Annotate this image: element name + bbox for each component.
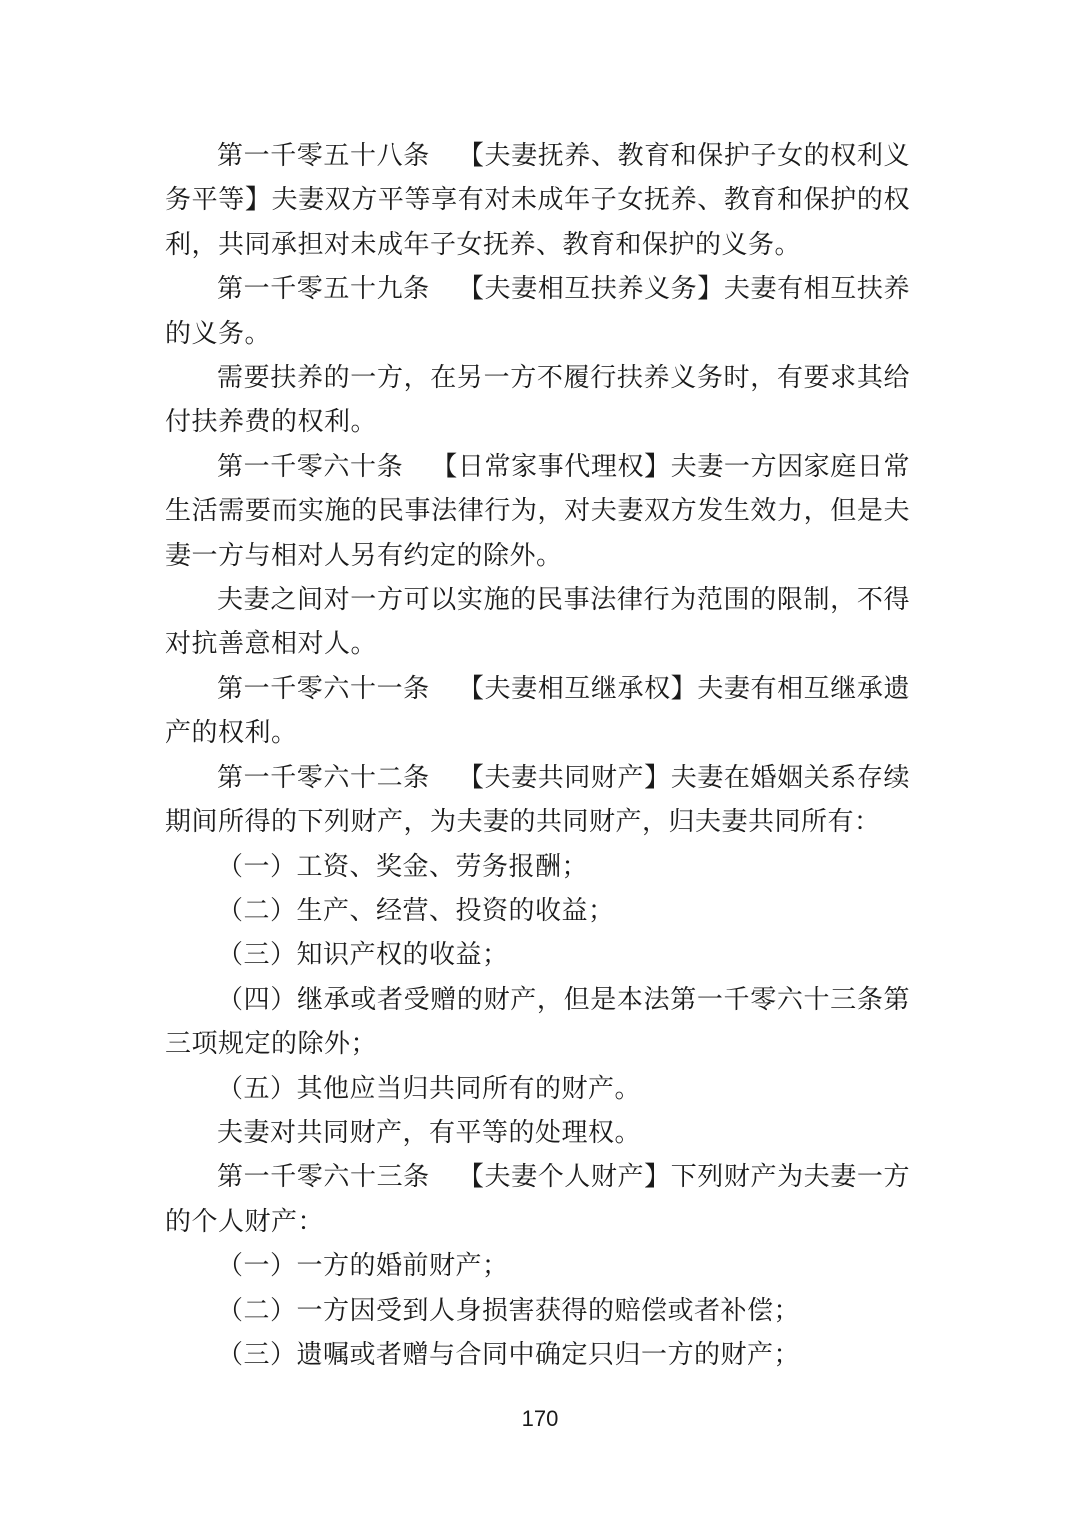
article-heading: 【夫妻抚养、教育和保护子女的权利义务平等】: [165, 141, 910, 216]
list-item: （三）知识产权的收益；: [217, 940, 509, 971]
article-body: 夫妻有相互继承遗产的权利。: [165, 673, 910, 749]
article-1062-paragraph: [165, 756, 910, 845]
article-body: 下列财产为夫妻一方的个人财产：: [165, 1162, 910, 1237]
article-1058-paragraph: [165, 134, 910, 267]
article-number: 第一千零五十八条: [217, 141, 430, 171]
article-number: 第一千零五十九条: [217, 274, 430, 305]
page-number: 170: [521, 1406, 559, 1431]
article-1063-paragraph: [165, 1155, 910, 1244]
article-number: 第一千零六十条: [217, 451, 404, 482]
article-heading: 【夫妻相互继承权】: [457, 673, 698, 704]
list-item: （五）其他应当归共同所有的财产。: [217, 1073, 642, 1104]
article-heading: 【日常家事代理权】: [431, 451, 671, 482]
article-number: 第一千零六十三条: [217, 1162, 430, 1193]
paragraph: 夫妻之间对一方可以实施的民事法律行为范围的限制，不得对抗善意相对人。: [165, 585, 910, 660]
article-heading: 【夫妻共同财产】: [457, 762, 671, 793]
article-number: 第一千零六十一条: [217, 673, 430, 704]
paragraph: 夫妻对共同财产，有平等的处理权。: [217, 1117, 642, 1148]
list-item: （一）工资、奖金、劳务报酬；: [217, 851, 589, 882]
article-number: 第一千零六十二条: [217, 762, 430, 793]
article-body: 夫妻双方平等享有对未成年子女抚养、教育和保护的权利，共同承担对未成年子女抚养、教育和保护的义务。: [165, 185, 910, 260]
paragraph: 需要扶养的一方，在另一方不履行扶养义务时，有要求其给付扶养费的权利。: [165, 363, 910, 438]
article-1061-paragraph: [165, 667, 910, 756]
list-item: （一）一方的婚前财产；: [217, 1251, 509, 1282]
list-item: （四）继承或者受赠的财产，但是本法第一千零六十三条第三项规定的除外；: [165, 984, 910, 1060]
article-1059-paragraph: [165, 267, 910, 356]
list-item: （二）一方因受到人身损害获得的赔偿或者补偿；: [217, 1295, 801, 1326]
article-heading: 【夫妻个人财产】: [457, 1162, 671, 1193]
text-block: [165, 134, 910, 1377]
article-heading: 【夫妻相互扶养义务】: [457, 274, 724, 305]
list-item: （三）遗嘱或者赠与合同中确定只归一方的财产；: [217, 1339, 801, 1370]
article-body: 夫妻在婚姻关系存续期间所得的下列财产，为夫妻的共同财产，归夫妻共同所有：: [165, 762, 910, 838]
article-body: 夫妻有相互扶养的义务。: [165, 274, 910, 349]
article-1060-paragraph: [165, 445, 910, 578]
list-item: （二）生产、经营、投资的收益；: [217, 895, 615, 926]
article-body: 夫妻一方因家庭日常生活需要而实施的民事法律行为，对夫妻双方发生效力，但是夫妻一方与相对人另有约定的除外。: [165, 451, 910, 571]
